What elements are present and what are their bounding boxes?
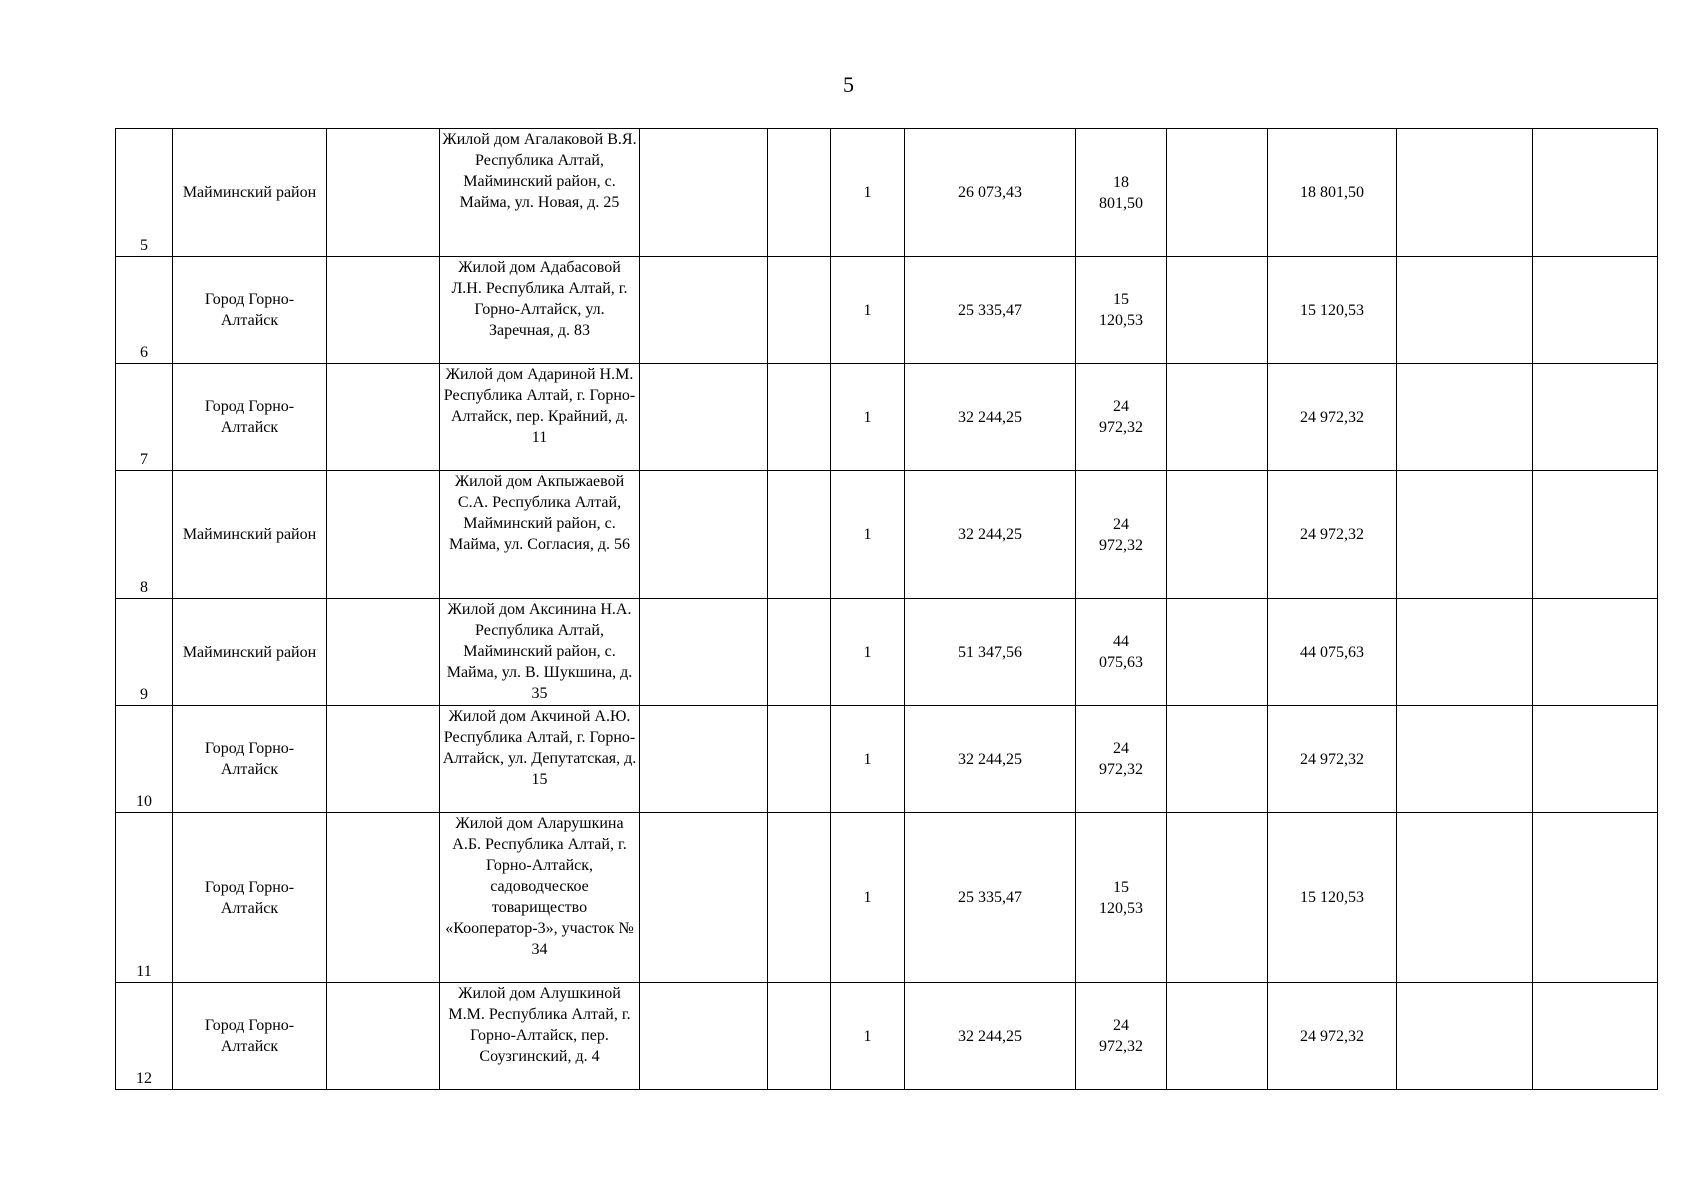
empty-cell bbox=[768, 813, 831, 983]
table-row bbox=[116, 813, 1658, 983]
empty-cell bbox=[1167, 599, 1268, 706]
count-cell: 1 bbox=[831, 599, 905, 706]
row-number-cell: 8 bbox=[116, 471, 173, 599]
empty-cell bbox=[1533, 983, 1658, 1090]
cost-cell: 25 335,47 bbox=[905, 813, 1076, 983]
table-row bbox=[116, 257, 1658, 364]
table-row bbox=[116, 706, 1658, 813]
row-number-cell: 6 bbox=[116, 257, 173, 364]
page-number: 5 bbox=[843, 72, 854, 97]
amount-a-cell: 24 972,32 bbox=[1076, 706, 1167, 813]
cost-cell: 32 244,25 bbox=[905, 706, 1076, 813]
table-row bbox=[116, 471, 1658, 599]
district-cell: Город Горно-Алтайск bbox=[173, 364, 327, 471]
amount-b-cell: 24 972,32 bbox=[1268, 364, 1397, 471]
count-cell: 1 bbox=[831, 129, 905, 257]
cost-cell: 25 335,47 bbox=[905, 257, 1076, 364]
empty-cell bbox=[1397, 983, 1533, 1090]
empty-cell bbox=[1167, 364, 1268, 471]
empty-cell bbox=[1533, 364, 1658, 471]
amount-b-cell: 15 120,53 bbox=[1268, 257, 1397, 364]
empty-cell bbox=[640, 364, 768, 471]
cost-cell: 32 244,25 bbox=[905, 364, 1076, 471]
empty-cell bbox=[1533, 129, 1658, 257]
empty-cell bbox=[327, 813, 440, 983]
empty-cell bbox=[327, 599, 440, 706]
empty-cell bbox=[1533, 257, 1658, 364]
empty-cell bbox=[640, 129, 768, 257]
empty-cell bbox=[327, 129, 440, 257]
district-cell: Город Горно-Алтайск bbox=[173, 257, 327, 364]
empty-cell bbox=[1167, 129, 1268, 257]
count-cell: 1 bbox=[831, 813, 905, 983]
empty-cell bbox=[640, 599, 768, 706]
empty-cell bbox=[640, 706, 768, 813]
empty-cell bbox=[1167, 706, 1268, 813]
empty-cell bbox=[768, 364, 831, 471]
empty-cell bbox=[1167, 813, 1268, 983]
district-cell: Майминский район bbox=[173, 129, 327, 257]
empty-cell bbox=[1397, 364, 1533, 471]
empty-cell bbox=[1397, 706, 1533, 813]
empty-cell bbox=[1167, 471, 1268, 599]
objects-table bbox=[115, 128, 1658, 1090]
empty-cell bbox=[327, 471, 440, 599]
row-number-cell: 9 bbox=[116, 599, 173, 706]
count-cell: 1 bbox=[831, 257, 905, 364]
empty-cell bbox=[1167, 257, 1268, 364]
address-cell: Жилой дом Алушкиной М.М. Республика Алтай, г. Горно-Алтайск, пер. Соузгинский, д. 4 bbox=[440, 983, 640, 1090]
table-row bbox=[116, 129, 1658, 257]
empty-cell bbox=[1397, 599, 1533, 706]
address-cell: Жилой дом Акчиной А.Ю. Республика Алтай, г. Горно-Алтайск, ул. Депутатская, д. 15 bbox=[440, 706, 640, 813]
empty-cell bbox=[1533, 813, 1658, 983]
amount-b-cell: 18 801,50 bbox=[1268, 129, 1397, 257]
empty-cell bbox=[327, 983, 440, 1090]
empty-cell bbox=[768, 129, 831, 257]
amount-a-cell: 24 972,32 bbox=[1076, 471, 1167, 599]
empty-cell bbox=[768, 706, 831, 813]
district-cell: Город Горно-Алтайск bbox=[173, 983, 327, 1090]
count-cell: 1 bbox=[831, 364, 905, 471]
empty-cell bbox=[1397, 129, 1533, 257]
empty-cell bbox=[1533, 599, 1658, 706]
district-cell: Майминский район bbox=[173, 471, 327, 599]
address-cell: Жилой дом Аларушкина А.Б. Республика Алтай, г. Горно-Алтайск, садоводческое товарищество «Кооператор-3», участок № 34 bbox=[440, 813, 640, 983]
amount-a-cell: 18 801,50 bbox=[1076, 129, 1167, 257]
amount-a-cell: 24 972,32 bbox=[1076, 364, 1167, 471]
table-row bbox=[116, 364, 1658, 471]
empty-cell bbox=[640, 257, 768, 364]
address-cell: Жилой дом Аксинина Н.А. Республика Алтай, Майминский район, с. Майма, ул. В. Шукшина, д. 35 bbox=[440, 599, 640, 706]
empty-cell bbox=[768, 471, 831, 599]
cost-cell: 32 244,25 bbox=[905, 471, 1076, 599]
empty-cell bbox=[327, 257, 440, 364]
address-cell: Жилой дом Адариной Н.М. Республика Алтай, г. Горно-Алтайск, пер. Крайний, д. 11 bbox=[440, 364, 640, 471]
district-cell: Город Горно-Алтайск bbox=[173, 706, 327, 813]
cost-cell: 51 347,56 bbox=[905, 599, 1076, 706]
table-row bbox=[116, 983, 1658, 1090]
empty-cell bbox=[640, 471, 768, 599]
table-row bbox=[116, 599, 1658, 706]
amount-a-cell: 24 972,32 bbox=[1076, 983, 1167, 1090]
count-cell: 1 bbox=[831, 706, 905, 813]
cost-cell: 32 244,25 bbox=[905, 983, 1076, 1090]
empty-cell bbox=[1167, 983, 1268, 1090]
amount-a-cell: 15 120,53 bbox=[1076, 257, 1167, 364]
amount-b-cell: 24 972,32 bbox=[1268, 471, 1397, 599]
empty-cell bbox=[1397, 471, 1533, 599]
amount-b-cell: 24 972,32 bbox=[1268, 706, 1397, 813]
empty-cell bbox=[640, 983, 768, 1090]
amount-b-cell: 15 120,53 bbox=[1268, 813, 1397, 983]
district-cell: Майминский район bbox=[173, 599, 327, 706]
empty-cell bbox=[327, 706, 440, 813]
count-cell: 1 bbox=[831, 983, 905, 1090]
amount-b-cell: 44 075,63 bbox=[1268, 599, 1397, 706]
row-number-cell: 7 bbox=[116, 364, 173, 471]
address-cell: Жилой дом Акпыжаевой С.А. Республика Алтай, Майминский район, с. Майма, ул. Согласия, д. 56 bbox=[440, 471, 640, 599]
amount-b-cell: 24 972,32 bbox=[1268, 983, 1397, 1090]
row-number-cell: 10 bbox=[116, 706, 173, 813]
cost-cell: 26 073,43 bbox=[905, 129, 1076, 257]
empty-cell bbox=[1533, 706, 1658, 813]
empty-cell bbox=[768, 983, 831, 1090]
empty-cell bbox=[768, 599, 831, 706]
district-cell: Город Горно-Алтайск bbox=[173, 813, 327, 983]
empty-cell bbox=[1533, 471, 1658, 599]
row-number-cell: 11 bbox=[116, 813, 173, 983]
count-cell: 1 bbox=[831, 471, 905, 599]
empty-cell bbox=[768, 257, 831, 364]
empty-cell bbox=[1397, 257, 1533, 364]
address-cell: Жилой дом Агалаковой В.Я. Республика Алтай, Майминский район, с. Майма, ул. Новая, д. 25 bbox=[440, 129, 640, 257]
amount-a-cell: 15 120,53 bbox=[1076, 813, 1167, 983]
row-number-cell: 12 bbox=[116, 983, 173, 1090]
address-cell: Жилой дом Адабасовой Л.Н. Республика Алтай, г. Горно-Алтайск, ул. Заречная, д. 83 bbox=[440, 257, 640, 364]
empty-cell bbox=[1397, 813, 1533, 983]
amount-a-cell: 44 075,63 bbox=[1076, 599, 1167, 706]
row-number-cell: 5 bbox=[116, 129, 173, 257]
empty-cell bbox=[327, 364, 440, 471]
empty-cell bbox=[640, 813, 768, 983]
